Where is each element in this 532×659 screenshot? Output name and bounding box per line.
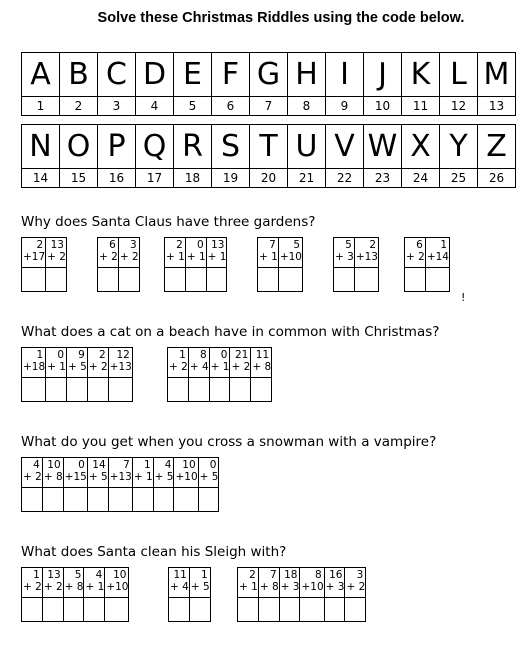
addend-top: 0	[220, 349, 228, 361]
addend-top: 13	[50, 239, 64, 251]
code-table-n-to-z	[21, 124, 516, 188]
addend-bottom: + 2	[23, 581, 42, 593]
addend-bottom: + 5	[190, 581, 210, 593]
code-number-f: 6	[212, 97, 250, 116]
answer-letter-box[interactable]	[46, 268, 67, 292]
addition-problem	[209, 348, 230, 378]
riddle-question-2: What does a cat on a beach have in common with Christmas?	[21, 324, 440, 340]
code-number-y: 25	[440, 169, 478, 188]
addend-top: 2	[249, 569, 256, 581]
addition-problem	[118, 238, 139, 268]
riddle-question-3: What do you get when you cross a snowman with a vampire?	[21, 434, 437, 450]
answer-letter-box[interactable]	[300, 598, 324, 622]
addition-problem	[42, 458, 63, 488]
addend-bottom: + 1	[166, 251, 185, 263]
answer-letter-box[interactable]	[84, 598, 105, 622]
addend-top: 1	[143, 459, 151, 471]
addend-bottom: + 2	[99, 251, 118, 263]
addend-top: 7	[269, 239, 276, 251]
answer-word	[404, 237, 450, 292]
code-number-p: 16	[98, 169, 136, 188]
addend-top: 4	[164, 459, 172, 471]
code-number-c: 3	[98, 97, 136, 116]
addend-top: 8	[314, 569, 322, 581]
answer-letter-box[interactable]	[258, 598, 279, 622]
addend-top: 7	[123, 459, 130, 471]
addition-problem	[67, 348, 88, 378]
addend-bottom: + 2	[88, 361, 108, 373]
answer-letter-box[interactable]	[230, 378, 251, 402]
addition-problem	[22, 348, 46, 378]
answer-letter-box[interactable]	[206, 268, 227, 292]
addend-bottom: + 5	[88, 471, 108, 483]
addition-problem	[230, 348, 251, 378]
addition-problem	[46, 348, 67, 378]
addend-top: 1	[33, 569, 40, 581]
answer-word	[168, 567, 211, 622]
page-title: Solve these Christmas Riddles using the code below.	[97, 10, 465, 26]
addition-problem	[185, 238, 206, 268]
addition-problem	[188, 348, 209, 378]
answer-letter-box[interactable]	[279, 598, 300, 622]
answer-letter-box[interactable]	[169, 598, 190, 622]
addition-problem	[153, 458, 174, 488]
code-letter-e: E	[174, 53, 212, 97]
answer-word	[164, 237, 227, 292]
addend-top: 0	[209, 459, 217, 471]
answer-letter-box[interactable]	[354, 268, 378, 292]
addition-problem	[345, 568, 366, 598]
addition-problem	[354, 238, 378, 268]
code-letter-s: S	[212, 125, 250, 169]
addend-top: 1	[36, 349, 44, 361]
code-number-z: 26	[478, 169, 516, 188]
code-letter-x: X	[402, 125, 440, 169]
addition-problem	[87, 348, 108, 378]
addend-bottom: + 1	[47, 361, 66, 373]
code-letter-o: O	[60, 125, 98, 169]
addend-bottom: + 2	[119, 251, 139, 263]
addend-top: 11	[173, 569, 187, 581]
code-letter-d: D	[136, 53, 174, 97]
code-letter-a: A	[22, 53, 60, 97]
addition-problem	[258, 238, 279, 268]
code-number-l: 12	[440, 97, 478, 116]
addend-bottom: + 5	[68, 361, 87, 373]
answer-letter-box[interactable]	[334, 268, 355, 292]
addend-bottom: +10	[175, 471, 198, 483]
code-number-i: 9	[326, 97, 364, 116]
addend-bottom: + 2	[43, 581, 63, 593]
addend-top: 5	[74, 569, 82, 581]
addend-top: 14	[92, 459, 106, 471]
addend-bottom: +14	[426, 251, 449, 263]
addend-top: 6	[109, 239, 116, 251]
answer-word	[167, 347, 272, 402]
addend-bottom: + 2	[231, 361, 251, 373]
code-number-g: 7	[250, 97, 288, 116]
code-number-d: 4	[136, 97, 174, 116]
answer-letter-box[interactable]	[238, 598, 259, 622]
addend-bottom: + 2	[346, 581, 366, 593]
addend-top: 12	[116, 349, 130, 361]
code-letter-z: Z	[478, 125, 516, 169]
code-number-n: 14	[22, 169, 60, 188]
addition-problem	[22, 568, 43, 598]
answer-word	[21, 567, 129, 622]
code-letter-g: G	[250, 53, 288, 97]
addition-problem	[105, 568, 129, 598]
addend-bottom: + 1	[85, 581, 105, 593]
addend-top: 3	[356, 569, 364, 581]
addition-problem	[165, 238, 186, 268]
addition-problem	[84, 568, 105, 598]
addend-bottom: + 8	[259, 581, 279, 593]
addend-bottom: + 2	[23, 471, 42, 483]
addend-top: 4	[95, 569, 103, 581]
answer-letter-box[interactable]	[22, 378, 46, 402]
addition-problem	[46, 238, 67, 268]
code-letter-h: H	[288, 53, 326, 97]
addend-bottom: + 1	[239, 581, 258, 593]
addend-top: 6	[416, 239, 423, 251]
code-letter-u: U	[288, 125, 326, 169]
code-number-r: 18	[174, 169, 212, 188]
addend-top: 21	[234, 349, 249, 361]
addition-problem	[405, 238, 426, 268]
code-number-o: 15	[60, 169, 98, 188]
code-number-b: 2	[60, 97, 98, 116]
answer-letter-box[interactable]	[87, 378, 108, 402]
addend-top: 5	[293, 239, 300, 251]
code-number-h: 8	[288, 97, 326, 116]
answer-letter-box[interactable]	[188, 378, 209, 402]
answer-word	[333, 237, 379, 292]
answer-letter-box[interactable]	[67, 378, 88, 402]
exclamation-mark: !	[461, 291, 466, 304]
code-number-x: 24	[402, 169, 440, 188]
code-letter-w: W	[364, 125, 402, 169]
answer-letter-box[interactable]	[189, 598, 210, 622]
addend-top: 4	[33, 459, 40, 471]
addend-top: 13	[47, 569, 61, 581]
addition-problem	[63, 568, 84, 598]
answer-letter-box[interactable]	[345, 598, 366, 622]
addition-problem	[324, 568, 345, 598]
code-letter-r: R	[174, 125, 212, 169]
addition-problem	[98, 238, 119, 268]
code-letter-n: N	[22, 125, 60, 169]
addition-problem	[206, 238, 227, 268]
addition-problem	[22, 458, 43, 488]
answer-letter-box[interactable]	[105, 598, 129, 622]
addend-bottom: +13	[109, 471, 132, 483]
answer-letter-box[interactable]	[42, 598, 63, 622]
addend-bottom: + 5	[199, 471, 219, 483]
code-number-e: 5	[174, 97, 212, 116]
addend-bottom: + 5	[154, 471, 174, 483]
addend-bottom: + 1	[133, 471, 153, 483]
code-letter-c: C	[98, 53, 136, 97]
addend-bottom: + 2	[169, 361, 188, 373]
answer-letter-box[interactable]	[168, 378, 189, 402]
addend-bottom: + 3	[280, 581, 300, 593]
answer-letter-box[interactable]	[132, 488, 153, 512]
answer-letter-box[interactable]	[98, 268, 119, 292]
code-letter-t: T	[250, 125, 288, 169]
code-letter-i: I	[326, 53, 364, 97]
addend-bottom: + 1	[210, 361, 230, 373]
code-number-s: 19	[212, 169, 250, 188]
addition-problem	[174, 458, 198, 488]
addend-bottom: +13	[355, 251, 378, 263]
answer-word	[257, 237, 303, 292]
addend-top: 10	[47, 459, 61, 471]
code-letter-q: Q	[136, 125, 174, 169]
code-letter-b: B	[60, 53, 98, 97]
answer-letter-box[interactable]	[22, 488, 43, 512]
addition-problem	[279, 568, 300, 598]
addition-problem	[251, 348, 272, 378]
answer-letter-box[interactable]	[118, 268, 139, 292]
addend-bottom: +10	[279, 251, 302, 263]
addend-top: 0	[196, 239, 204, 251]
addition-problem	[258, 568, 279, 598]
addend-top: 13	[211, 239, 225, 251]
addend-bottom: + 1	[259, 251, 278, 263]
code-letter-v: V	[326, 125, 364, 169]
addend-top: 2	[176, 239, 183, 251]
code-letter-f: F	[212, 53, 250, 97]
addend-bottom: + 1	[207, 251, 227, 263]
addition-problem	[425, 238, 449, 268]
addition-problem	[169, 568, 190, 598]
answer-word	[21, 457, 219, 512]
code-number-t: 20	[250, 169, 288, 188]
addition-problem	[132, 458, 153, 488]
addend-top: 10	[113, 569, 127, 581]
answer-letter-box[interactable]	[46, 378, 67, 402]
addend-bottom: + 2	[47, 251, 66, 263]
addition-problem	[189, 568, 210, 598]
answer-letter-box[interactable]	[405, 268, 426, 292]
addend-bottom: + 1	[186, 251, 206, 263]
addend-bottom: +13	[109, 361, 132, 373]
code-number-m: 13	[478, 97, 516, 116]
answer-letter-box[interactable]	[165, 268, 186, 292]
code-number-u: 21	[288, 169, 326, 188]
addition-problem	[22, 238, 46, 268]
answer-letter-box[interactable]	[174, 488, 198, 512]
addend-bottom: + 3	[325, 581, 345, 593]
answer-letter-box[interactable]	[425, 268, 449, 292]
addend-top: 7	[269, 569, 277, 581]
addend-bottom: +18	[23, 361, 46, 373]
code-letter-k: K	[402, 53, 440, 97]
addend-top: 2	[98, 349, 106, 361]
addend-top: 9	[78, 349, 85, 361]
addend-top: 2	[369, 239, 376, 251]
addend-bottom: +15	[64, 471, 87, 483]
riddle-question-4: What does Santa clean his Sleigh with?	[21, 544, 287, 560]
code-number-k: 11	[402, 97, 440, 116]
addend-top: 2	[36, 239, 44, 251]
code-number-v: 22	[326, 169, 364, 188]
addend-top: 11	[255, 349, 270, 361]
addition-problem	[334, 238, 355, 268]
answer-letter-box[interactable]	[108, 378, 132, 402]
answer-letter-box[interactable]	[251, 378, 272, 402]
addition-problem	[300, 568, 324, 598]
addition-problem	[87, 458, 108, 488]
answer-letter-box[interactable]	[324, 598, 345, 622]
addend-top: 1	[440, 239, 447, 251]
addend-bottom: +10	[301, 581, 324, 593]
addend-top: 5	[345, 239, 352, 251]
answer-letter-box[interactable]	[278, 268, 302, 292]
code-number-a: 1	[22, 97, 60, 116]
addition-problem	[198, 458, 219, 488]
answer-letter-box[interactable]	[22, 598, 43, 622]
addend-bottom: + 8	[252, 361, 272, 373]
addend-bottom: +10	[106, 581, 129, 593]
code-number-w: 23	[364, 169, 402, 188]
addend-bottom: + 8	[64, 581, 84, 593]
addition-problem	[238, 568, 259, 598]
code-letter-p: P	[98, 125, 136, 169]
answer-letter-box[interactable]	[153, 488, 174, 512]
addition-problem	[63, 458, 87, 488]
answer-word	[237, 567, 366, 622]
riddle-question-1: Why does Santa Claus have three gardens?	[21, 214, 316, 230]
addition-problem	[108, 348, 132, 378]
answer-letter-box[interactable]	[185, 268, 206, 292]
answer-letter-box[interactable]	[63, 598, 84, 622]
addend-top: 1	[200, 569, 208, 581]
answer-word	[97, 237, 140, 292]
addition-problem	[278, 238, 302, 268]
addend-top: 8	[199, 349, 207, 361]
code-letter-y: Y	[440, 125, 478, 169]
answer-letter-box[interactable]	[63, 488, 87, 512]
addend-top: 10	[182, 459, 196, 471]
code-letter-m: M	[478, 53, 516, 97]
addend-bottom: + 8	[43, 471, 63, 483]
addend-top: 3	[129, 239, 137, 251]
answer-letter-box[interactable]	[198, 488, 219, 512]
answer-word	[21, 347, 133, 402]
answer-letter-box[interactable]	[209, 378, 230, 402]
addition-problem	[168, 348, 189, 378]
code-number-j: 10	[364, 97, 402, 116]
answer-letter-box[interactable]	[258, 268, 279, 292]
addend-top: 1	[179, 349, 186, 361]
addend-bottom: + 4	[189, 361, 209, 373]
addend-bottom: + 2	[406, 251, 425, 263]
addend-top: 0	[78, 459, 85, 471]
addition-problem	[108, 458, 132, 488]
addition-problem	[42, 568, 63, 598]
answer-letter-box[interactable]	[108, 488, 132, 512]
addend-top: 16	[329, 569, 343, 581]
addend-top: 0	[57, 349, 64, 361]
answer-letter-box[interactable]	[42, 488, 63, 512]
addend-bottom: + 3	[335, 251, 354, 263]
answer-letter-box[interactable]	[87, 488, 108, 512]
addend-bottom: + 4	[170, 581, 189, 593]
answer-word	[21, 237, 67, 292]
addend-top: 18	[284, 569, 298, 581]
code-letter-l: L	[440, 53, 478, 97]
addend-bottom: +17	[23, 251, 46, 263]
code-letter-j: J	[364, 53, 402, 97]
code-number-q: 17	[136, 169, 174, 188]
code-table-a-to-m	[21, 52, 516, 116]
answer-letter-box[interactable]	[22, 268, 46, 292]
